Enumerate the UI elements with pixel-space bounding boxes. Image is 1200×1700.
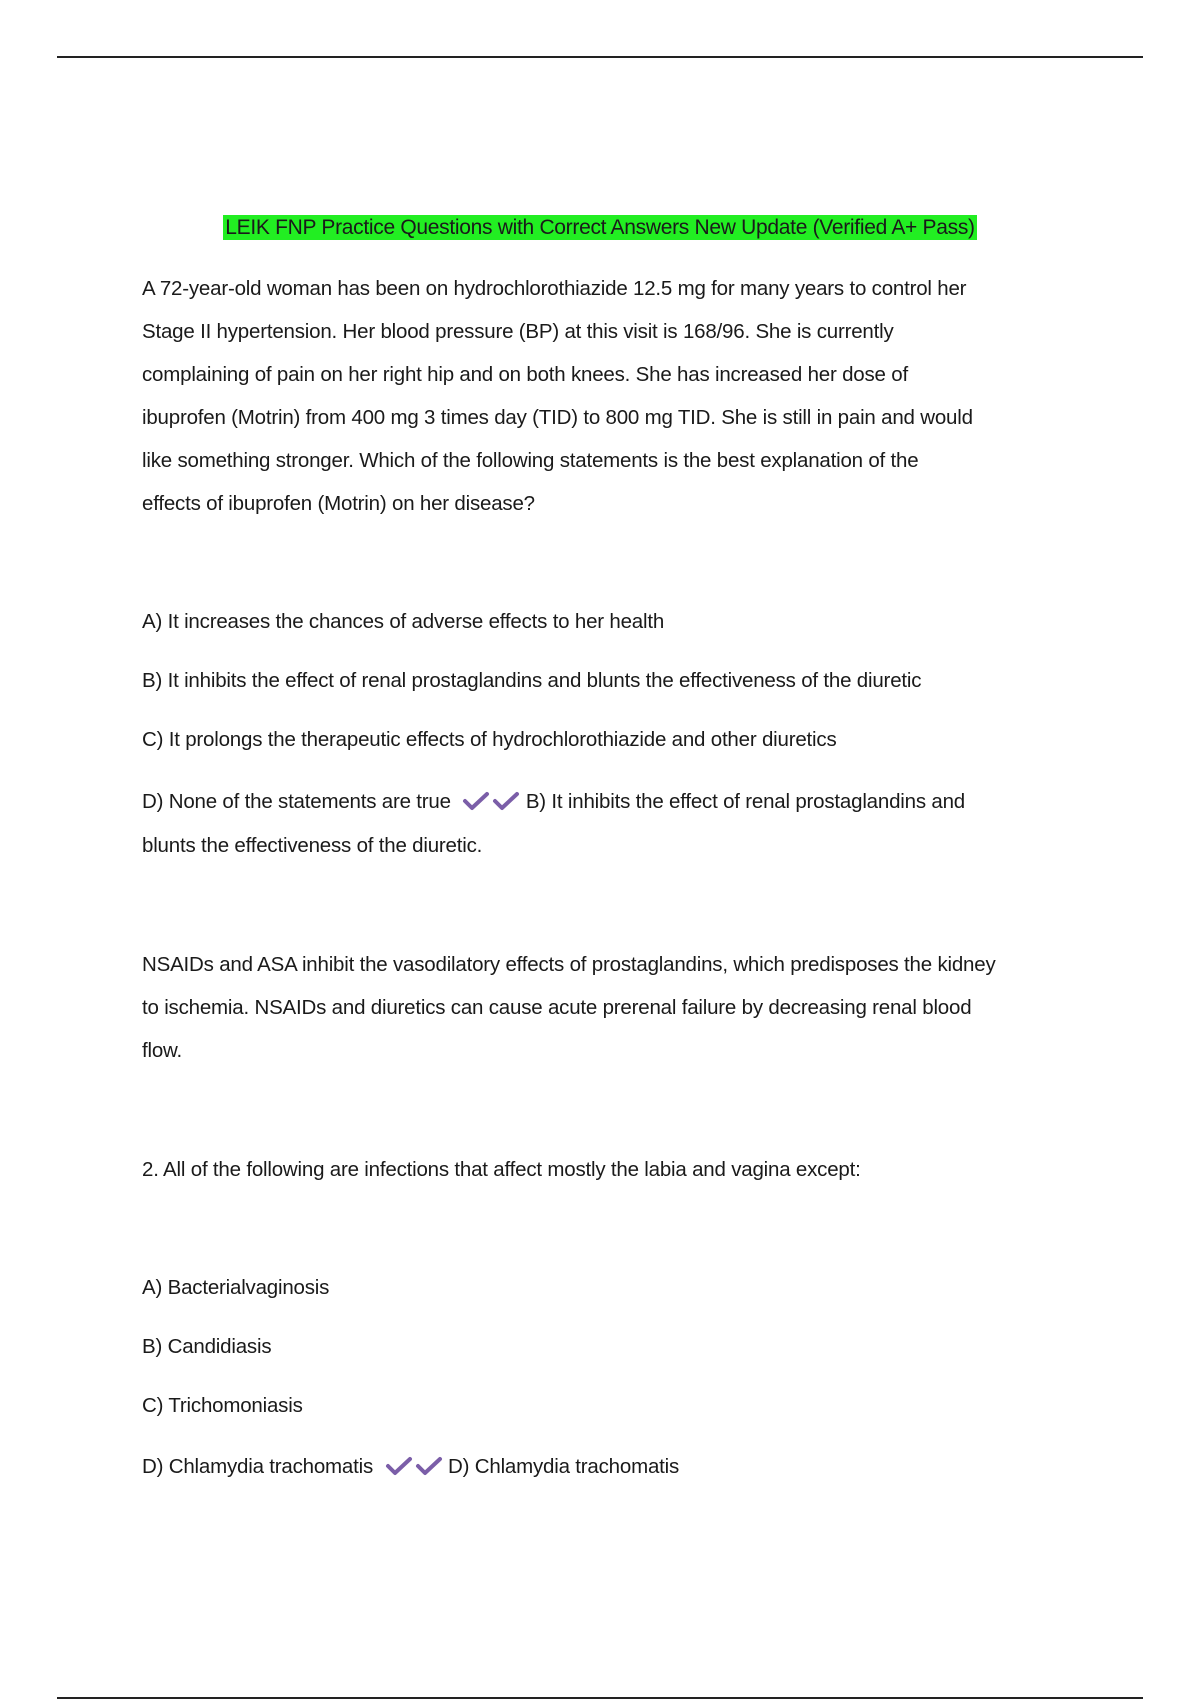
q2-option-d: D) Chlamydia trachomatis: [142, 1455, 374, 1478]
q1-option-d-row: [142, 790, 965, 814]
q1-stem-line: Stage II hypertension. Her blood pressure (BP) at this visit is 168/96. She is currently: [142, 320, 894, 343]
q2-answer: D) Chlamydia trachomatis: [448, 1455, 680, 1478]
q2-option-c: C) Trichomoniasis: [142, 1394, 303, 1417]
q1-answer: B) It inhibits the effect of renal prostaglandins and: [525, 790, 965, 813]
q2-stem: 2. All of the following are infections that affect mostly the labia and vagina except:: [142, 1158, 861, 1181]
checkmark-icon: [385, 1455, 413, 1477]
q2-option-a: A) Bacterialvaginosis: [142, 1276, 330, 1299]
q1-stem-line: A 72-year-old woman has been on hydrochlorothiazide 12.5 mg for many years to control her: [142, 277, 967, 300]
q1-stem-line: effects of ibuprofen (Motrin) on her disease?: [142, 492, 535, 515]
document-title: LEIK FNP Practice Questions with Correct Answers New Update (Verified A+ Pass): [225, 216, 975, 239]
q2-option-d-row: [142, 1455, 679, 1479]
q1-option-c: C) It prolongs the therapeutic effects of hydrochlorothiazide and other diuretics: [142, 728, 837, 751]
rationale-line: flow.: [142, 1039, 183, 1062]
bottom-rule: [57, 1697, 1143, 1699]
q1-option-b: B) It inhibits the effect of renal prostaglandins and blunts the effectiveness of the diuretic: [142, 669, 922, 692]
q1-stem-line: like something stronger. Which of the following statements is the best explanation of the: [142, 449, 919, 472]
checkmark-icon: [415, 1455, 443, 1477]
top-rule: [57, 56, 1143, 58]
q1-option-a: A) It increases the chances of adverse effects to her health: [142, 610, 665, 633]
q1-answer-continued: blunts the effectiveness of the diuretic.: [142, 834, 483, 857]
rationale-line: to ischemia. NSAIDs and diuretics can cause acute prerenal failure by decreasing renal blood: [142, 996, 972, 1019]
q1-option-d: D) None of the statements are true: [142, 790, 451, 813]
q2-option-b: B) Candidiasis: [142, 1335, 272, 1358]
rationale-line: NSAIDs and ASA inhibit the vasodilatory effects of prostaglandins, which predisposes the kidney: [142, 953, 996, 976]
checkmark-icon: [492, 790, 520, 812]
q1-stem-line: complaining of pain on her right hip and on both knees. She has increased her dose of: [142, 363, 908, 386]
checkmark-icon: [462, 790, 490, 812]
q1-stem-line: ibuprofen (Motrin) from 400 mg 3 times day (TID) to 800 mg TID. She is still in pain and would: [142, 406, 973, 429]
